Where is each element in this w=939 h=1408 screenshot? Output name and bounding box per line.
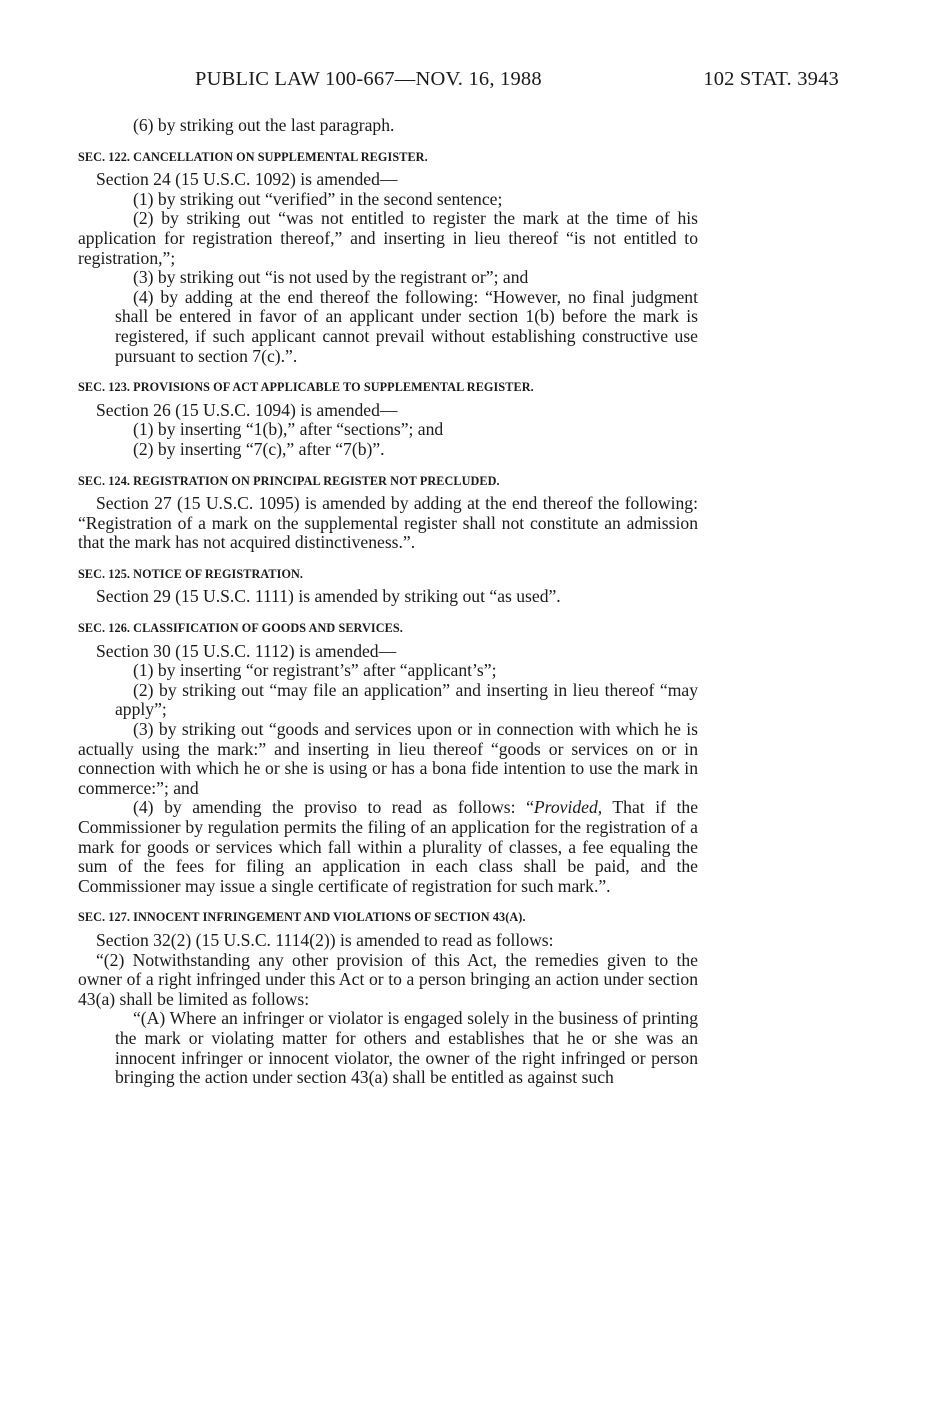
section-125-heading: SEC. 125. NOTICE OF REGISTRATION.	[78, 566, 304, 581]
section-126-heading: SEC. 126. CLASSIFICATION OF GOODS AND SERVICES.	[78, 621, 403, 636]
section-126-item-3: (3) by striking out “goods and services upon or in connection with which he is actually using the mark:” and inserting in lieu thereof “goods or services on or in connection with which he or she is using or has a bona fide intention to use the mark in commerce:”; and	[78, 719, 698, 798]
header-stat-page: 102 STAT. 3943	[703, 68, 839, 90]
section-122-item-4: (4) by adding at the end thereof the following: “However, no final judgment shall be entered in favor of an applicant under section 1(b) before the mark is registered, if such applicant cannot prevail without establishing constructive use pursuant to section 7(c).”.	[115, 286, 698, 366]
section-126-item-2: (2) by striking out “may file an application” and inserting in lieu thereof “may apply”;	[115, 679, 698, 720]
section-122-intro: Section 24 (15 U.S.C. 1092) is amended—	[96, 169, 398, 190]
section-122-item-3: (3) by striking out “is not used by the registrant or”; and	[133, 267, 529, 288]
section-122-item-1: (1) by striking out “verified” in the second sentence;	[133, 188, 503, 209]
section-126-item-1: (1) by inserting “or registrant’s” after “applicant’s”;	[133, 660, 497, 681]
section-126-item-4	[78, 798, 698, 896]
section-124-heading: SEC. 124. REGISTRATION ON PRINCIPAL REGISTER NOT PRECLUDED.	[78, 473, 500, 488]
header-title: PUBLIC LAW 100-667—NOV. 16, 1988	[195, 68, 542, 90]
running-header	[195, 68, 839, 98]
section-122-heading: SEC. 122. CANCELLATION ON SUPPLEMENTAL REGISTER.	[78, 149, 428, 164]
section-127-intro: Section 32(2) (15 U.S.C. 1114(2)) is amended to read as follows:	[96, 929, 554, 950]
section-123-item-2: (2) by inserting “7(c),” after “7(b)”.	[133, 438, 385, 459]
section-127-paragraph-2: “(2) Notwithstanding any other provision of this Act, the remedies given to the owner of a right infringed under this Act or to a person bringing an action under section 43(a) shall be limited as follows:	[78, 949, 698, 1009]
section-123-intro: Section 26 (15 U.S.C. 1094) is amended—	[96, 399, 398, 420]
section-123-heading: SEC. 123. PROVISIONS OF ACT APPLICABLE TO SUPPLEMENTAL REGISTER.	[78, 380, 534, 395]
section-125-text: Section 29 (15 U.S.C. 1111) is amended by striking out “as used”.	[96, 586, 561, 607]
document-body	[78, 116, 698, 1088]
section-124-text: Section 27 (15 U.S.C. 1095) is amended by adding at the end thereof the following: “Registration of a mark on the supplemental register shall not constitute an admission that the mark has not acquired distinctiveness.”.	[78, 493, 698, 553]
section-122-item-2: (2) by striking out “was not entitled to register the mark at the time of his application for registration thereof,” and inserting in lieu thereof “is not entitled to registration,”;	[78, 208, 698, 268]
item-6-strike-last-paragraph: (6) by striking out the last paragraph.	[133, 115, 395, 135]
section-126-item-4-provided: Provided,	[533, 797, 603, 818]
section-127-heading: SEC. 127. INNOCENT INFRINGEMENT AND VIOLATIONS OF SECTION 43(A).	[78, 910, 526, 925]
section-126-item-4-pre: (4) by amending the proviso to read as follows: “	[133, 797, 534, 818]
section-123-item-1: (1) by inserting “1(b),” after “sections”; and	[133, 419, 444, 440]
section-126-intro: Section 30 (15 U.S.C. 1112) is amended—	[96, 640, 397, 661]
section-127-paragraph-a: “(A) Where an infringer or violator is engaged solely in the business of printing the mark or violating matter for others and establishes that he or she was an innocent infringer or innocent violator, the owner of the right infringed or person bringing the action under section 43(a) shall be entitled as against such	[115, 1008, 698, 1088]
section-126-item-4-post: That if the Commissioner by regulation permits the filing of an application for the registration of a mark for goods or services which fall within a plurality of classes, a fee equaling the sum of the fees for filing an application in each class shall be paid, and the Commissioner may issue a single certificate of registration for such mark.”.	[78, 797, 698, 896]
